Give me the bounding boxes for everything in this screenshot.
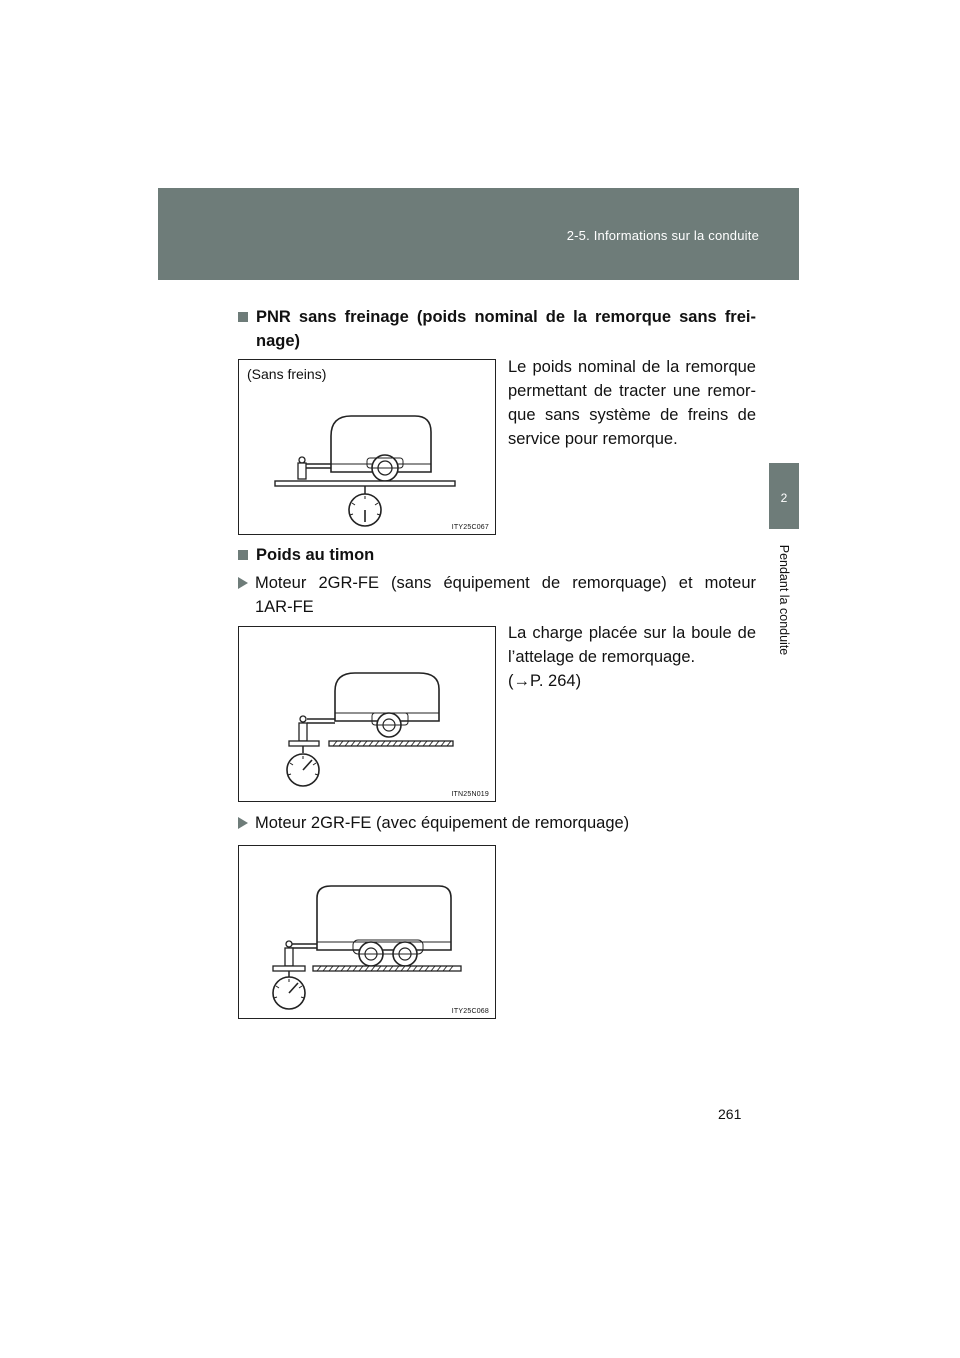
arrow-bullet-icon bbox=[238, 577, 248, 589]
timon-text-line: l’attelage de remorquage. bbox=[508, 648, 696, 666]
timon-heading bbox=[238, 543, 374, 567]
figure-caption: (Sans freins) bbox=[247, 366, 327, 382]
timon-text-line: La charge placée sur la boule de bbox=[508, 624, 756, 642]
chapter-tab bbox=[769, 463, 799, 529]
bullet1-line1: Moteur 2GR-FE (sans équipement de remorquage) et moteur bbox=[255, 574, 756, 592]
pnr-description bbox=[508, 355, 756, 451]
figure-code: ITY25C068 bbox=[451, 1008, 489, 1015]
square-bullet-icon bbox=[238, 312, 248, 322]
trailer-illustration bbox=[239, 360, 495, 534]
trailer-illustration bbox=[239, 627, 495, 801]
arrow-bullet-icon bbox=[238, 817, 248, 829]
timon-text-line: (→P. 264) bbox=[508, 672, 582, 690]
pnr-text-line: permettant de tracter une remor- bbox=[508, 382, 756, 400]
chapter-label: Pendant la conduite bbox=[777, 544, 791, 656]
timon-heading-text: Poids au timon bbox=[256, 546, 375, 564]
section-title: 2-5. Informations sur la conduite bbox=[566, 228, 759, 243]
pnr-heading bbox=[238, 305, 756, 353]
pnr-text-line: Le poids nominal de la remorque bbox=[508, 358, 756, 376]
figure-code: ITN25N019 bbox=[451, 791, 489, 798]
figure-code: ITY25C067 bbox=[451, 524, 489, 531]
bullet1-line2: 1AR-FE bbox=[255, 598, 314, 616]
square-bullet-icon bbox=[238, 550, 248, 560]
figure-sans-freins bbox=[238, 359, 496, 535]
bullet2-text: Moteur 2GR-FE (avec équipement de remorquage) bbox=[255, 814, 630, 832]
trailer-illustration bbox=[239, 846, 495, 1018]
bullet-engine-2 bbox=[238, 811, 629, 835]
page-number: 261 bbox=[718, 1106, 742, 1122]
pnr-text-line: que sans système de freins de bbox=[508, 406, 756, 424]
figure-timon-1 bbox=[238, 626, 496, 802]
pnr-text-line: service pour remorque. bbox=[508, 430, 678, 448]
pnr-heading-line1: PNR sans freinage (poids nominal de la remorque sans frei- bbox=[256, 308, 756, 326]
chapter-number: 2 bbox=[780, 491, 788, 505]
bullet-engine-1 bbox=[238, 571, 756, 619]
figure-timon-2 bbox=[238, 845, 496, 1019]
timon-description bbox=[508, 621, 756, 693]
pnr-heading-line2: nage) bbox=[256, 332, 301, 350]
header-band bbox=[158, 188, 799, 280]
